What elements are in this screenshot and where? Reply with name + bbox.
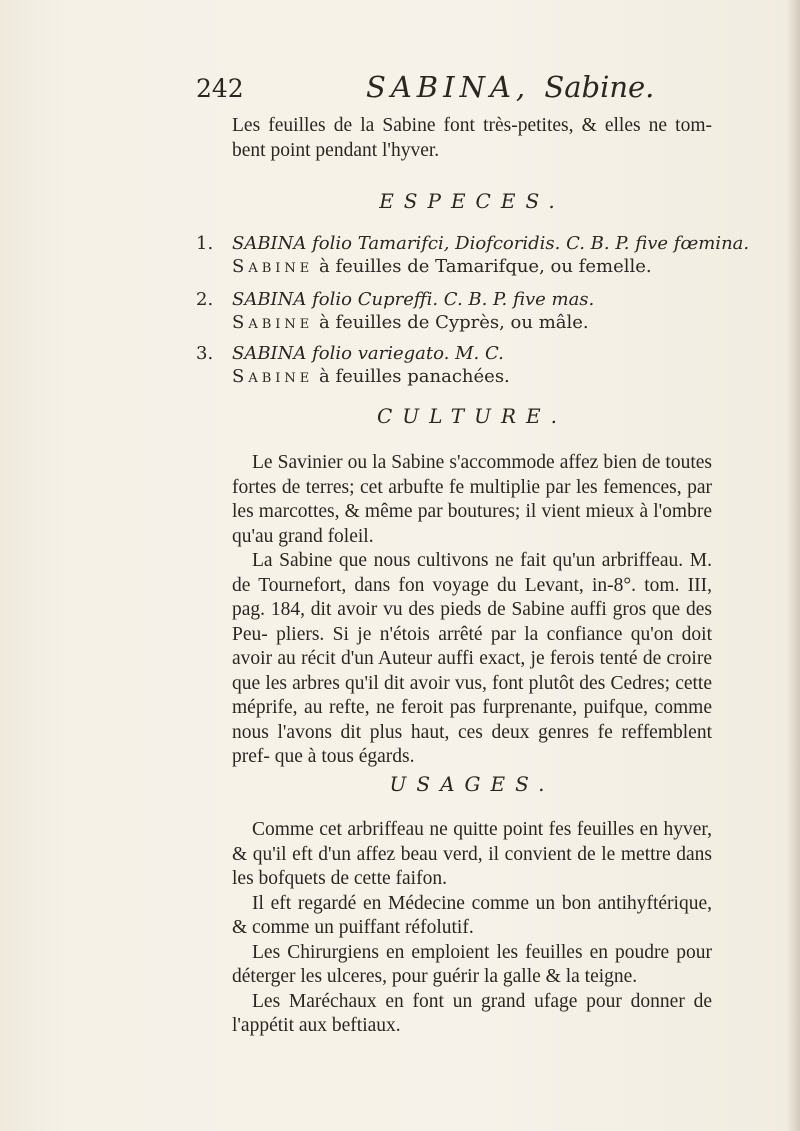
running-title: [366, 70, 654, 104]
usages-paragraph: Il eft regardé en Médecine comme un bon antihyftérique, & comme un puiffant réfolutif.: [232, 892, 712, 938]
species-french-name: Sabine: [232, 312, 314, 333]
intro-text: Les feuilles de la Sabine font très-petites, & elles ne tom- bent point pendant l'hyver.: [232, 115, 712, 161]
species-latin: SABINA folio Cupreffi. C. B. P. five mas.: [232, 289, 595, 310]
species-french: [232, 255, 652, 278]
species-number: 2.: [196, 289, 214, 310]
species-french: [232, 365, 510, 388]
intro-paragraph: [232, 114, 712, 163]
usages-paragraph: Les Chirurgiens en emploient les feuilles en poudre pour déterger les ulceres, pour guérir la galle & la teigne.: [232, 941, 712, 987]
species-french-desc: à feuilles panachées.: [319, 366, 510, 387]
running-title-french: Sabine.: [544, 70, 655, 104]
species-french: [232, 311, 589, 334]
species-latin: SABINA folio Tamarifci, Diofcoridis. C. B. P. five fœmina.: [232, 233, 750, 254]
page-header: [196, 70, 716, 108]
heading-culture: CULTURE.: [376, 404, 568, 428]
species-french-desc: à feuilles de Tamarifque, ou femelle.: [319, 256, 652, 277]
usages-paragraph: Comme cet arbriffeau ne quitte point fes feuilles en hyver, & qu'il eft d'un affez beau verd, il convient de le mettre dans les bofquets de cette faifon.: [232, 819, 712, 889]
species-french-name: Sabine: [232, 256, 314, 277]
species-latin: SABINA folio variegato. M. C.: [232, 343, 504, 364]
culture-paragraph: Le Savinier ou la Sabine s'accommode affez bien de toutes fortes de terres; cet arbufte fe multiplie par les femences, par les marcottes, & même par boutures; il vient mieux à l'ombre qu'au grand foleil.: [232, 452, 712, 547]
page-edge-shadow: [786, 0, 800, 1131]
species-french-name: Sabine: [232, 366, 314, 387]
culture-paragraph: La Sabine que nous cultivons ne fait qu'un arbriffeau. M. de Tournefort, dans fon voyage du Levant, in-8°. tom. III, pag. 184, dit avoir vu des pieds de Sabine auffi gros que des Peu- pliers. Si je n'étois arrêté par la confiance qu'on doit avoir au récit d'un Auteur auffi exact, je ferois tenté de croire que les arbres qu'il dit avoir vus, font plutôt des Cedres; cette méprife, au refte, ne feroit pas furprenante, puifque, comme nous l'avons dit plus haut, ces deux genres fe reffemblent pref- que à tous égards.: [232, 550, 712, 767]
species-number: 3.: [196, 343, 214, 364]
culture-section: [232, 451, 712, 770]
species-number: 1.: [196, 233, 214, 254]
usages-section: [232, 818, 712, 1039]
heading-especes: ESPECES.: [379, 189, 565, 213]
page-number: 242: [196, 74, 244, 103]
heading-usages: USAGES.: [389, 772, 555, 796]
running-title-latin: SABINA,: [366, 70, 531, 104]
usages-paragraph: Les Maréchaux en font un grand ufage pour donner de l'appétit aux beftiaux.: [232, 990, 712, 1036]
species-french-desc: à feuilles de Cyprès, ou mâle.: [319, 312, 589, 333]
